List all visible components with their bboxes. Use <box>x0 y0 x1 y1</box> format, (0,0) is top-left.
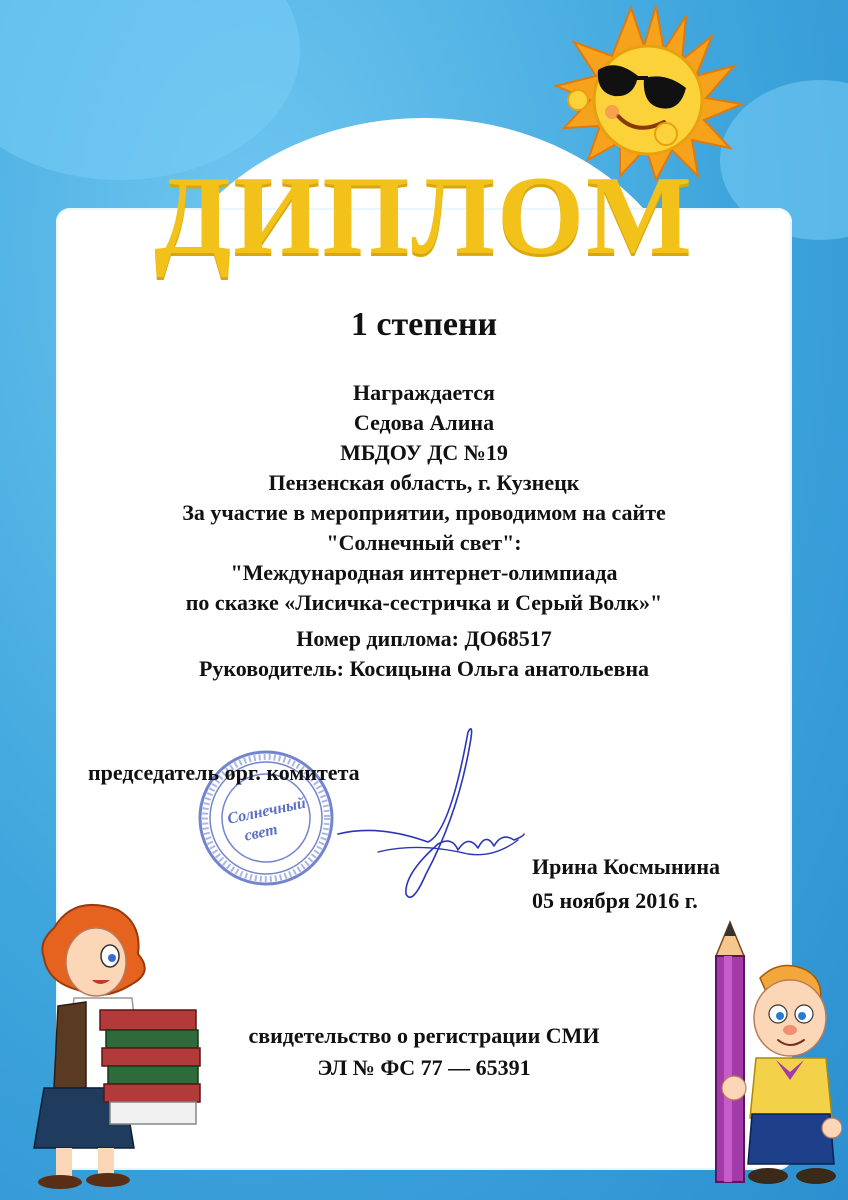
event-line-3: по сказке «Лисичка-сестричка и Серый Волк»" <box>185 590 663 615</box>
event-line-1: За участие в мероприятии, проводимом на сайте <box>182 500 666 525</box>
bg-cloud <box>0 0 300 180</box>
registration-line-1: свидетельство о регистрации СМИ <box>248 1023 600 1048</box>
registration-line-2: ЭЛ № ФС 77 — 65391 <box>317 1055 531 1080</box>
boy-with-pencil-icon <box>690 918 842 1190</box>
site-name: "Солнечный свет": <box>326 530 522 555</box>
issue-date: 05 ноября 2016 г. <box>532 888 698 913</box>
signature-icon <box>318 724 528 912</box>
award-text-block <box>0 378 848 684</box>
recipient-name: Седова Алина <box>353 410 495 435</box>
girl-with-books-icon <box>14 898 210 1190</box>
signer-block <box>532 850 720 918</box>
institution: МБДОУ ДС №19 <box>340 440 508 465</box>
diploma-title: ДИПЛОМ <box>154 154 694 278</box>
diploma-degree: 1 степени <box>350 306 498 343</box>
stamp-text-line2: свет <box>242 821 280 845</box>
signer-name: Ирина Космынина <box>532 854 721 879</box>
event-line-2: "Международная интернет-олимпиада <box>230 560 618 585</box>
location: Пензенская область, г. Кузнецк <box>268 470 580 495</box>
awarded-label: Награждается <box>353 380 495 405</box>
supervisor: Руководитель: Косицына Ольга анатольевна <box>198 656 650 681</box>
stamp-text-line1: Солнечный <box>225 794 308 828</box>
diploma-number: Номер диплома: ДО68517 <box>296 626 552 651</box>
chair-title: председатель орг. комитета <box>88 760 360 785</box>
